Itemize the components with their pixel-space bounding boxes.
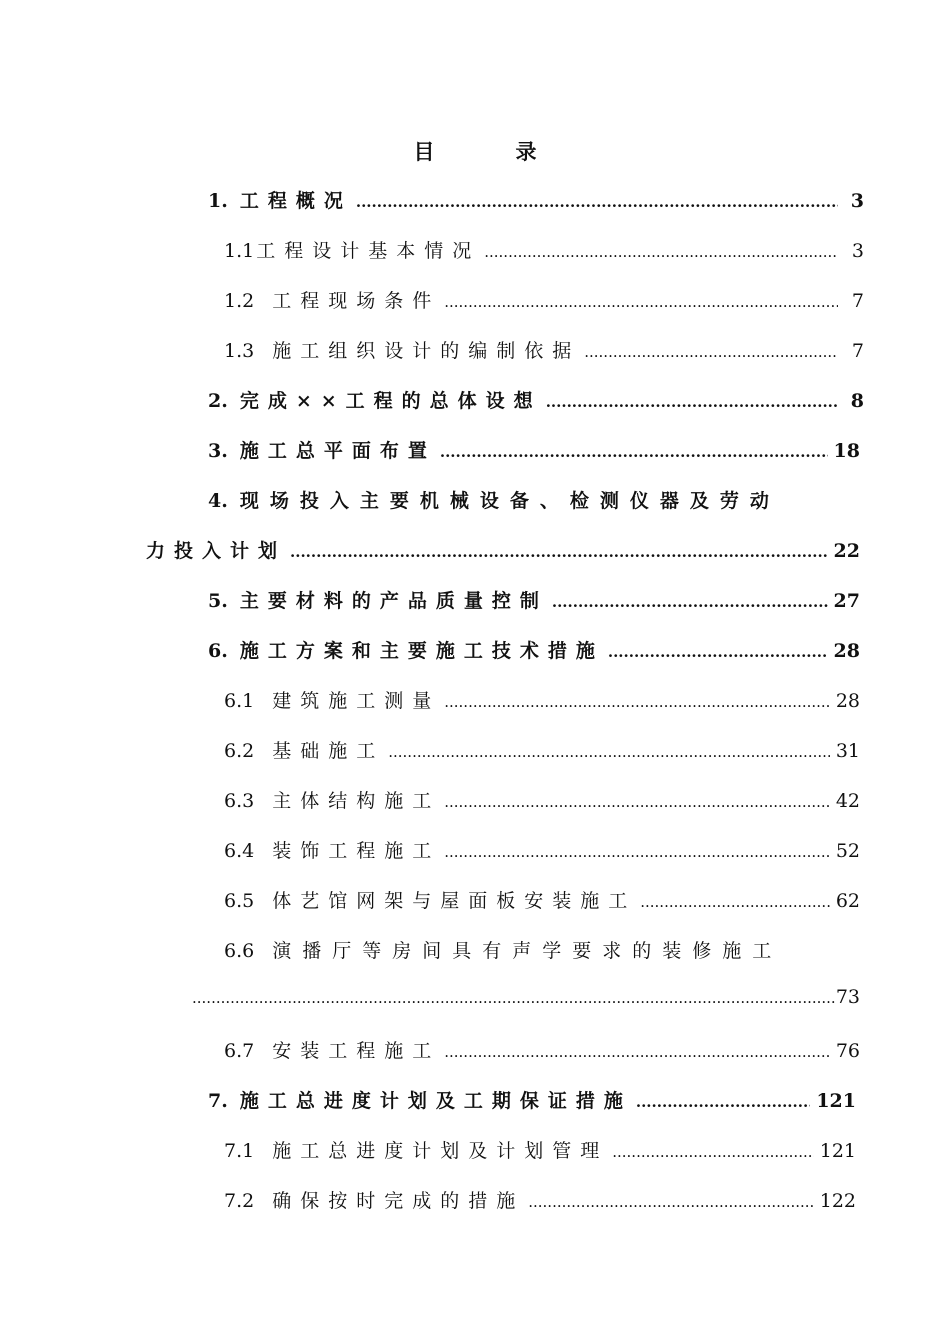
- toc-entry-page: 121: [816, 1090, 856, 1112]
- toc-entry-title: 工程设计基本情况: [256, 240, 481, 262]
- toc-entry-page: 22: [833, 540, 860, 562]
- toc-entry-page: 52: [835, 840, 860, 862]
- toc-entry-6-6-continuation[interactable]: [192, 986, 860, 1016]
- toc-entry-number: 6.7: [224, 1040, 255, 1062]
- toc-entry-1-1[interactable]: [224, 236, 864, 266]
- toc-leader-dots: [636, 1093, 810, 1111]
- toc-leader-dots: [440, 443, 828, 461]
- toc-entry-number: 6.5: [224, 890, 255, 912]
- toc-entry-page: 27: [833, 590, 860, 612]
- toc-entry-title: 现场投入主要机械设备、检测仪器及劳动: [239, 490, 780, 512]
- toc-entry-6-7[interactable]: [224, 1036, 860, 1066]
- toc-leader-dots: [640, 893, 830, 911]
- toc-entry-number: 6.1: [224, 690, 255, 712]
- toc-entry-2[interactable]: [208, 386, 864, 416]
- toc-entry-number: 6.2: [224, 740, 255, 762]
- toc-entry-number: 5.: [208, 590, 228, 612]
- toc-entry-page: 7: [851, 340, 864, 362]
- toc-leader-dots: [290, 543, 828, 561]
- toc-entry-title: 安装工程施工: [272, 1040, 441, 1062]
- toc-entry-page: 7: [851, 290, 864, 312]
- toc-entry-page: 8: [850, 390, 864, 412]
- toc-title: 目 录: [413, 139, 567, 164]
- toc-leader-dots: [546, 393, 838, 411]
- toc-entry-page: 73: [835, 986, 860, 1008]
- toc-entry-page: 76: [835, 1040, 860, 1062]
- toc-entry-7-1[interactable]: [224, 1136, 856, 1166]
- toc-entry-number: 6.4: [224, 840, 255, 862]
- toc-entry-6-3[interactable]: [224, 786, 860, 816]
- toc-entry-title: 施工总进度计划及工期保证措施: [239, 1090, 632, 1112]
- toc-entry-title: 工程现场条件: [272, 290, 441, 312]
- toc-entry-page: 3: [850, 190, 864, 212]
- toc-leader-dots: [444, 693, 830, 711]
- toc-leader-dots: [444, 1043, 830, 1061]
- toc-entry-title: 施工组织设计的编制依据: [272, 340, 581, 362]
- toc-entry-title: 主体结构施工: [272, 790, 441, 812]
- toc-entry-page: 42: [835, 790, 860, 812]
- toc-entry-title-continuation: 力投入计划: [146, 540, 287, 562]
- toc-entry-title: 体艺馆网架与屋面板安装施工: [272, 890, 637, 912]
- toc-leader-dots: [484, 243, 838, 261]
- toc-entry-number: 7.: [208, 1090, 228, 1112]
- toc-entry-page: 121: [819, 1140, 856, 1162]
- toc-leader-dots: [444, 793, 830, 811]
- toc-entry-number: 6.: [208, 640, 228, 662]
- toc-entry-title: 工程概况: [239, 190, 352, 212]
- toc-entry-number: 6.3: [224, 790, 255, 812]
- toc-entry-title: 施工方案和主要施工技术措施: [239, 640, 604, 662]
- toc-entry-number: 1.2: [224, 290, 255, 312]
- toc-entry-number: 4.: [208, 490, 228, 512]
- toc-entry-number: 7.1: [224, 1140, 255, 1162]
- toc-leader-dots: [552, 593, 828, 611]
- toc-entry-6-1[interactable]: [224, 686, 860, 716]
- toc-entry-number: 7.2: [224, 1190, 255, 1212]
- toc-leader-dots: [584, 343, 838, 361]
- toc-leader-dots: [356, 193, 838, 211]
- toc-entry-4-continuation[interactable]: [146, 536, 860, 566]
- toc-entry-title: 装饰工程施工: [272, 840, 441, 862]
- toc-leader-dots: [612, 1143, 814, 1161]
- toc-entry-6-5[interactable]: [224, 886, 860, 916]
- toc-entry-1-2[interactable]: [224, 286, 864, 316]
- toc-entry-page: 28: [833, 640, 860, 662]
- toc-entry-title: 施工总平面布置: [239, 440, 436, 462]
- toc-entry-title: 施工总进度计划及计划管理: [272, 1140, 609, 1162]
- toc-entry-5[interactable]: [208, 586, 860, 616]
- toc-entry-1-3[interactable]: [224, 336, 864, 366]
- toc-entry-7-2[interactable]: [224, 1186, 856, 1216]
- toc-leader-dots: [444, 293, 838, 311]
- toc-entry-3[interactable]: [208, 436, 860, 466]
- toc-entry-number: 2.: [208, 390, 228, 412]
- toc-entry-title: 基础施工: [272, 740, 385, 762]
- toc-entry-page: 62: [835, 890, 860, 912]
- toc-entry-title: 主要材料的产品质量控制: [239, 590, 548, 612]
- toc-leader-dots: [528, 1193, 814, 1211]
- toc-entry-title: 建筑施工测量: [272, 690, 441, 712]
- toc-entry-page: 31: [835, 740, 860, 762]
- toc-entry-7[interactable]: [208, 1086, 856, 1116]
- toc-leader-dots: [192, 989, 836, 1007]
- toc-entry-title: 完成××工程的总体设想: [239, 390, 542, 412]
- toc-entry-page: 122: [819, 1190, 856, 1212]
- toc-entry-6-2[interactable]: [224, 736, 860, 766]
- toc-entry-page: 3: [851, 240, 864, 262]
- toc-leader-dots: [444, 843, 830, 861]
- toc-entry-6-4[interactable]: [224, 836, 860, 866]
- toc-entry-number: 1.: [208, 190, 228, 212]
- toc-entry-4-first-line[interactable]: [208, 486, 780, 513]
- toc-entry-title: 演播厅等房间具有声学要求的装修施工: [272, 940, 783, 962]
- toc-entry-6-6-first-line[interactable]: [224, 936, 782, 963]
- toc-leader-dots: [608, 643, 828, 661]
- toc-leader-dots: [388, 743, 830, 761]
- toc-entry-number: 6.6: [224, 940, 255, 962]
- toc-entry-page: 28: [835, 690, 860, 712]
- toc-entry-page: 18: [833, 440, 860, 462]
- toc-entry-6[interactable]: [208, 636, 860, 666]
- toc-entry-title: 确保按时完成的措施: [272, 1190, 525, 1212]
- toc-entry-number: 1.3: [224, 340, 255, 362]
- toc-entry-number: 3.: [208, 440, 228, 462]
- toc-entry-number: 1.1: [224, 240, 255, 262]
- toc-entry-1[interactable]: [208, 186, 864, 216]
